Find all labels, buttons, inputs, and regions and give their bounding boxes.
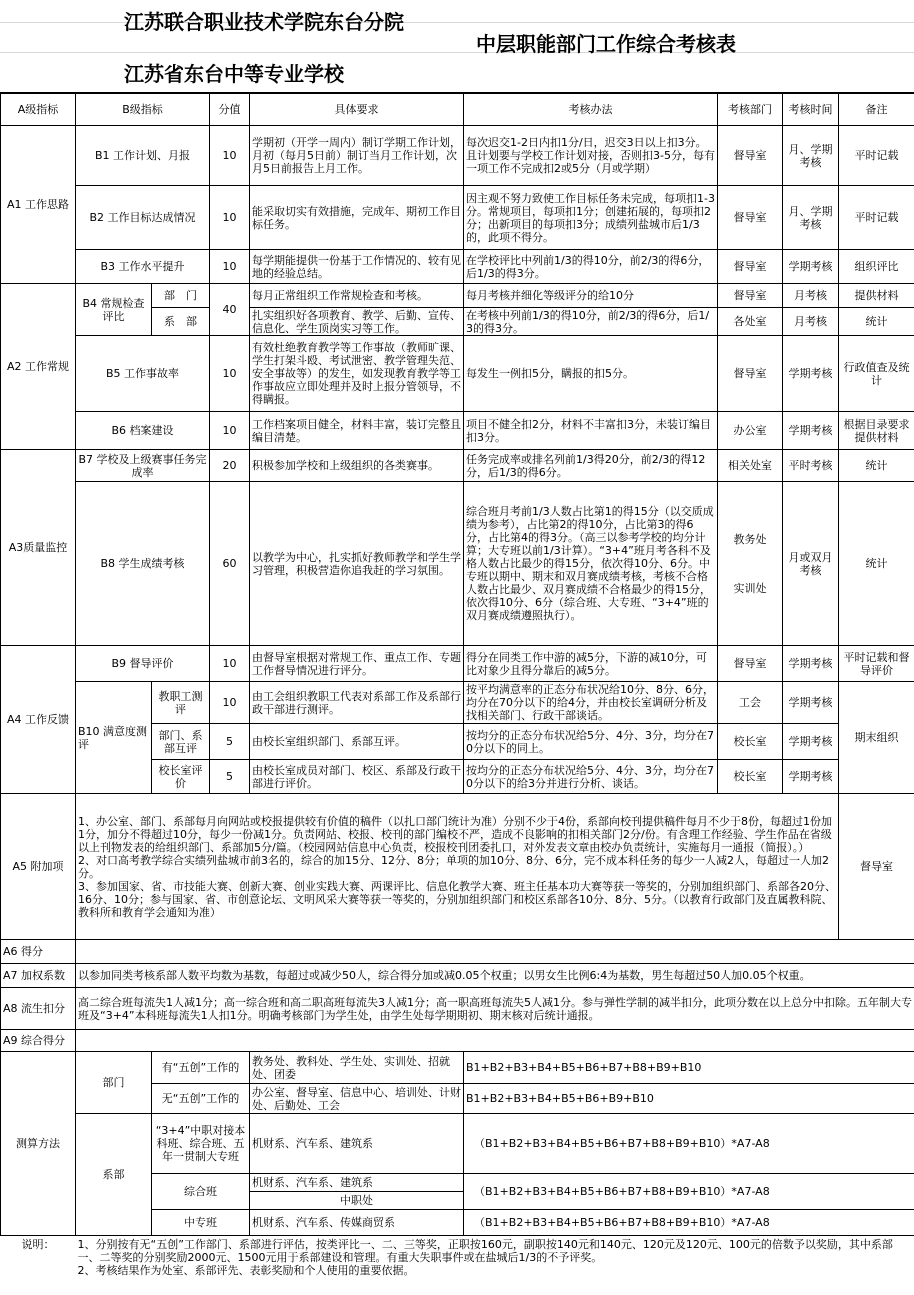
b3-score: 10 xyxy=(210,250,250,284)
b3-dept: 督导室 xyxy=(718,250,783,284)
b10-name: B10 满意度测评 xyxy=(76,682,152,794)
b7-score: 20 xyxy=(210,450,250,482)
b10-sub3-req: 由校长室成员对部门、校区、系部及行政干部进行评价。 xyxy=(250,760,464,794)
b9-time: 学期考核 xyxy=(783,646,839,682)
b2-dept: 督导室 xyxy=(718,186,783,250)
col-a-level: A级指标 xyxy=(1,94,76,126)
a1-label: A1 工作思路 xyxy=(1,126,76,284)
table-row xyxy=(1,482,914,646)
calc-sys-units-3: 机财系、汽车系、传媒商贸系 xyxy=(250,1210,464,1236)
b9-req: 由督导室根据对常规工作、重点工作、专题工作督导情况进行评分。 xyxy=(250,646,464,682)
b10-sub2-dept: 校长室 xyxy=(718,724,783,760)
b6-dept: 办公室 xyxy=(718,412,783,450)
notes-label: 说明： xyxy=(21,1238,55,1251)
b5-dept: 督导室 xyxy=(718,336,783,412)
calc-sys-units-1: 机财系、汽车系、建筑系 xyxy=(250,1114,464,1174)
b10-sub2-score: 5 xyxy=(210,724,250,760)
b4-name: B4 常规检查评比 xyxy=(76,284,152,336)
calc-dept-units-1: 教务处、教科处、学生处、实训处、招就处、团委 xyxy=(250,1052,464,1084)
b1-dept: 督导室 xyxy=(718,126,783,186)
b6-note: 根据目录要求提供材料 xyxy=(839,412,914,450)
b1-req: 学期初（开学一周内）制订学期工作计划，月初（每月5日前）制订当月工作计划，次月5日前报告上月工作。 xyxy=(250,126,464,186)
table-row xyxy=(1,988,914,1030)
b4-sub2-req: 扎实组织好各项教育、教学、后勤、宣传、信息化、学生顶岗实习等工作。 xyxy=(250,308,464,336)
b4-sub1-time: 月考核 xyxy=(783,284,839,308)
b9-method: 得分在同类工作中游的减5分，下游的减10分，可比对象少且得分靠后的减5分。 xyxy=(464,646,718,682)
b5-time: 学期考核 xyxy=(783,336,839,412)
col-time: 考核时间 xyxy=(783,94,839,126)
a5-label: A5 附加项 xyxy=(1,794,76,940)
b3-time: 学期考核 xyxy=(783,250,839,284)
b4-sub2-note: 统计 xyxy=(839,308,914,336)
a6-value xyxy=(76,940,914,964)
b4-sub1-dept: 督导室 xyxy=(718,284,783,308)
b3-method: 在学校评比中列前1/3的得10分，前2/3的得6分，后1/3的得3分。 xyxy=(464,250,718,284)
b1-name: B1 工作计划、月报 xyxy=(76,126,210,186)
b10-sub1-score: 10 xyxy=(210,682,250,724)
table-row xyxy=(1,794,914,940)
col-score: 分值 xyxy=(210,94,250,126)
b9-name: B9 督导评价 xyxy=(76,646,210,682)
notes-row xyxy=(1,1236,914,1286)
b10-sub1-method: 按平均满意率的正态分布状况给10分、8分、6分，均分在70分以下的给4分，并由校长室调研分析及找相关部门、行政干部谈话。 xyxy=(464,682,718,724)
b8-score: 60 xyxy=(210,482,250,646)
b8-dept xyxy=(718,482,783,646)
table-row xyxy=(1,682,914,724)
b10-note: 期末组织 xyxy=(839,682,914,794)
b4-sub2-time: 月考核 xyxy=(783,308,839,336)
b4-score: 40 xyxy=(210,284,250,336)
calc-dept-units-2: 办公室、督导室、信息中心、培训处、计财处、后勤处、工会 xyxy=(250,1084,464,1114)
b7-note: 统计 xyxy=(839,450,914,482)
table-row xyxy=(1,186,914,250)
table-row xyxy=(1,250,914,284)
b10-sub2-name: 部门、系部互评 xyxy=(152,724,210,760)
b7-name: B7 学校及上级赛事任务完成率 xyxy=(76,450,210,482)
b5-score: 10 xyxy=(210,336,250,412)
table-row xyxy=(1,1114,914,1174)
col-dept: 考核部门 xyxy=(718,94,783,126)
b10-sub1-time: 学期考核 xyxy=(783,682,839,724)
a5-text: 1、办公室、部门、系部每月向网站或校报提供较有价值的稿件（以扎口部门统计为准）分别不少于4份，系部向校刊提供稿件每月不少于8份，每超过1份加1分，加分不得超过10分，每少一份减1分。负责网站、校报、校刊的部门编校不严，造成不良影响的扣相关部门2分/份。有含理工作经验、学生作品在省级以上刊物发表的给组织部门、系部加5分/篇。（校园网站信息中心负责，校报校刊团委扎口，对外发表文章由校办负责统计，实施每月一通报（简报）。） 2、对口高考教学综合实绩列盐城市前3名的，综合的加15分、12分、8分；单项的加10分、8分、6分，完不成本科任务的每少一人减2人，每超过一人加2分。 3、参加国家、省、市技能大赛、创新大赛、创业实践大赛、两课评比、信息化教学大赛、班主任基本功大赛等获一等奖的，分别加组织部门、系部各20分、16分、10分；参与国家、省、市创意论坛、文明风采大赛等获一等奖的，分别加组织部门和校区系部各10分、8分、5分。（以教育行政部门及直属教科院、教科所和教育学会通知为准） xyxy=(76,794,839,940)
table-row xyxy=(1,646,914,682)
b6-time: 学期考核 xyxy=(783,412,839,450)
b1-time: 月、学期考核 xyxy=(783,126,839,186)
table-row xyxy=(1,126,914,186)
b4-sub2-dept: 各处室 xyxy=(718,308,783,336)
b4-sub2-method: 在考核中列前1/3的得10分，前2/3的得6分，后1/3的得3分。 xyxy=(464,308,718,336)
calc-dept-label: 部门 xyxy=(76,1052,152,1114)
b7-dept: 相关处室 xyxy=(718,450,783,482)
b4-sub1-note: 提供材料 xyxy=(839,284,914,308)
b2-score: 10 xyxy=(210,186,250,250)
calc-sys-formula-3: （B1+B2+B3+B4+B5+B6+B7+B8+B9+B10）*A7-A8 xyxy=(464,1210,914,1236)
b4-sub1-req: 每月正常组织工作常规检查和考核。 xyxy=(250,284,464,308)
a3-label: A3质量监控 xyxy=(1,450,76,646)
school-name-2: 江苏省东台中等专业学校 xyxy=(124,62,344,86)
calc-dept-type-2: 无“五创”工作的 xyxy=(152,1084,250,1114)
sheet-header xyxy=(0,0,914,93)
calc-sys-formula-2: （B1+B2+B3+B4+B5+B6+B7+B8+B9+B10）*A7-A8 xyxy=(464,1174,914,1210)
b6-req: 工作档案项目健全，材料丰富，装订完整且编目清楚。 xyxy=(250,412,464,450)
column-header-row xyxy=(1,94,914,126)
b2-req: 能采取切实有效措施，完成年、期初工作目标任务。 xyxy=(250,186,464,250)
b8-time: 月或双月考核 xyxy=(783,482,839,646)
table-row xyxy=(1,336,914,412)
b4-sub2-name: 系 部 xyxy=(152,308,210,336)
b8-method: 综合班月考前1/3人数占比第1的得15分（以交质成绩为参考），占比第2的得10分，占比第3的得6分，占比第4的得3分。（高三以参考学校的均分计算；大专班以前1/3计算）。“3+4”班月考各科不及格人数占比最少的得15分，依次得10分、6分。中专班以期中、期末和双月赛成绩考核，考核不合格人数占比最少、双月赛成绩不合格最少的得15分，依次得10分、6分（综合班、大专班、“3+4”班的双月赛成绩遵照执行）。 xyxy=(464,482,718,646)
assessment-table xyxy=(0,93,914,1286)
b10-sub3-score: 5 xyxy=(210,760,250,794)
a7-text: 以参加同类考核系部人数平均数为基数，每超过或减少50人，综合得分加或减0.05个权重；以男女生比例6:4为基数，男生每超过50人加0.05个权重。 xyxy=(76,964,914,988)
b5-note: 行政值查及统计 xyxy=(839,336,914,412)
b5-name: B5 工作事故率 xyxy=(76,336,210,412)
b2-name: B2 工作目标达成情况 xyxy=(76,186,210,250)
a6-label: A6 得分 xyxy=(1,940,76,964)
b8-dept-2: 实训处 xyxy=(733,581,767,595)
b10-sub3-method: 按均分的正态分布状况给5分、4分、3分，均分在70分以下的给3分并进行分析、谈话。 xyxy=(464,760,718,794)
b1-method: 每次迟交1-2日内扣1分/日，迟交3日以上扣3分。且计划要与学校工作计划对接，否则扣3-5分，每有一项工作不完成扣2或5分（月或学期） xyxy=(464,126,718,186)
calc-dept-formula-1: B1+B2+B3+B4+B5+B6+B7+B8+B9+B10 xyxy=(464,1052,914,1084)
calc-dept-formula-2: B1+B2+B3+B4+B5+B6+B9+B10 xyxy=(464,1084,914,1114)
col-method: 考核办法 xyxy=(464,94,718,126)
b2-note: 平时记载 xyxy=(839,186,914,250)
b6-score: 10 xyxy=(210,412,250,450)
b10-sub2-req: 由校长室组织部门、系部互评。 xyxy=(250,724,464,760)
calc-sys-type-3: 中专班 xyxy=(152,1210,250,1236)
calc-sys-type-2: 综合班 xyxy=(152,1174,250,1210)
school-name-1: 江苏联合职业技术学院东台分院 xyxy=(124,10,404,34)
b10-sub2-method: 按均分的正态分布状况给5分、4分、3分，均分在70分以下的同上。 xyxy=(464,724,718,760)
b8-req: 以教学为中心，扎实抓好教师教学和学生学习管理，积极营造你追我赶的学习氛围。 xyxy=(250,482,464,646)
col-b-level: B级指标 xyxy=(76,94,210,126)
a9-label: A9 综合得分 xyxy=(1,1030,76,1052)
col-requirement: 具体要求 xyxy=(250,94,464,126)
b7-time: 平时考核 xyxy=(783,450,839,482)
b6-name: B6 档案建设 xyxy=(76,412,210,450)
b3-name: B3 工作水平提升 xyxy=(76,250,210,284)
a8-text: 高二综合班每流失1人减1分；高一综合班和高二职高班每流失3人减1分；高一职高班每流失5人减1分。参与弹性学制的减半扣分，此项分数在以上总分中扣除。五年制大专班及“3+4”本科班每流失1人扣1分。明确考核部门为学生处，由学生处每学期期初、期末核对后统计通报。 xyxy=(76,988,914,1030)
table-row xyxy=(1,450,914,482)
b1-note: 平时记载 xyxy=(839,126,914,186)
calc-sys-label: 系部 xyxy=(76,1114,152,1236)
a9-value xyxy=(76,1030,914,1052)
table-row xyxy=(1,284,914,308)
b6-method: 项目不健全扣2分，材料不丰富扣3分，未装订编目扣3分。 xyxy=(464,412,718,450)
a5-dept: 督导室 xyxy=(839,794,914,940)
form-title: 中层职能部门工作综合考核表 xyxy=(476,32,736,56)
b10-sub3-dept: 校长室 xyxy=(718,760,783,794)
b7-method: 任务完成率或排名列前1/3得20分，前2/3的得12分，后1/3的得6分。 xyxy=(464,450,718,482)
b10-sub1-req: 由工会组织教职工代表对系部工作及系部行政干部进行测评。 xyxy=(250,682,464,724)
b1-score: 10 xyxy=(210,126,250,186)
b3-note: 组织评比 xyxy=(839,250,914,284)
b8-dept-1: 教务处 xyxy=(733,532,767,546)
b2-method: 因主观不努力致使工作目标任务未完成，每项扣1-3分。常规项目，每项扣1分；创建拓展的，每项扣2分；出新项目的每项扣3分；成绩列盐城市后1/3的，此项不得分。 xyxy=(464,186,718,250)
b10-sub1-name: 教职工测评 xyxy=(152,682,210,724)
table-row xyxy=(1,1030,914,1052)
calc-sys-type-1: “3+4”中职对接本科班、综合班、五年一贯制大专班 xyxy=(152,1114,250,1174)
b4-sub1-method: 每月考核并细化等级评分的给10分 xyxy=(464,284,718,308)
b9-dept: 督导室 xyxy=(718,646,783,682)
b10-sub1-dept: 工会 xyxy=(718,682,783,724)
a8-label: A8 流生扣分 xyxy=(1,988,76,1030)
b9-note: 平时记载和督导评价 xyxy=(839,646,914,682)
table-row xyxy=(1,940,914,964)
notes-text: 1、分别按有无“五创”工作部门、系部进行评估，按类评比一、二、三等奖，正职按160元，副职按140元和140元、120元及120元、100元的倍数予以奖励，其中系部一、二等奖的分别奖励2000元、1500元用于系部建设和管理。有重大失职事件或在盐城后1/3的不予评奖。 2、考核结果作为处室、系部评先、表彰奖励和个人使用的重要依据。 xyxy=(77,1238,893,1277)
b9-score: 10 xyxy=(210,646,250,682)
calc-sys-formula-1: （B1+B2+B3+B4+B5+B6+B7+B8+B9+B10）*A7-A8 xyxy=(464,1114,914,1174)
a2-label: A2 工作常规 xyxy=(1,284,76,450)
a4-label: A4 工作反馈 xyxy=(1,646,76,794)
b8-name: B8 学生成绩考核 xyxy=(76,482,210,646)
calc-sys-units-2b: 中职处 xyxy=(250,1192,464,1210)
calc-dept-type-1: 有“五创”工作的 xyxy=(152,1052,250,1084)
b5-req: 有效杜绝教育教学等工作事故（教师旷课、学生打架斗殴、考试泄密、教学管理失范、安全事故等）的发生，如发现教育教学等工作事故应立即处理并及时上报分管领导，不得瞒报。 xyxy=(250,336,464,412)
b5-method: 每发生一例扣5分，瞒报的扣5分。 xyxy=(464,336,718,412)
table-row xyxy=(1,964,914,988)
b4-sub1-name: 部 门 xyxy=(152,284,210,308)
calc-sys-units-2: 机财系、汽车系、建筑系 xyxy=(250,1174,464,1192)
col-note: 备注 xyxy=(839,94,914,126)
b10-sub3-time: 学期考核 xyxy=(783,760,839,794)
b7-req: 积极参加学校和上级组织的各类赛事。 xyxy=(250,450,464,482)
b8-note: 统计 xyxy=(839,482,914,646)
b2-time: 月、学期考核 xyxy=(783,186,839,250)
calc-label: 测算方法 xyxy=(1,1052,76,1236)
table-row xyxy=(1,1052,914,1084)
b10-sub3-name: 校长室评价 xyxy=(152,760,210,794)
b3-req: 每学期能提供一份基于工作情况的、较有见地的经验总结。 xyxy=(250,250,464,284)
a7-label: A7 加权系数 xyxy=(1,964,76,988)
table-row xyxy=(1,412,914,450)
b10-sub2-time: 学期考核 xyxy=(783,724,839,760)
